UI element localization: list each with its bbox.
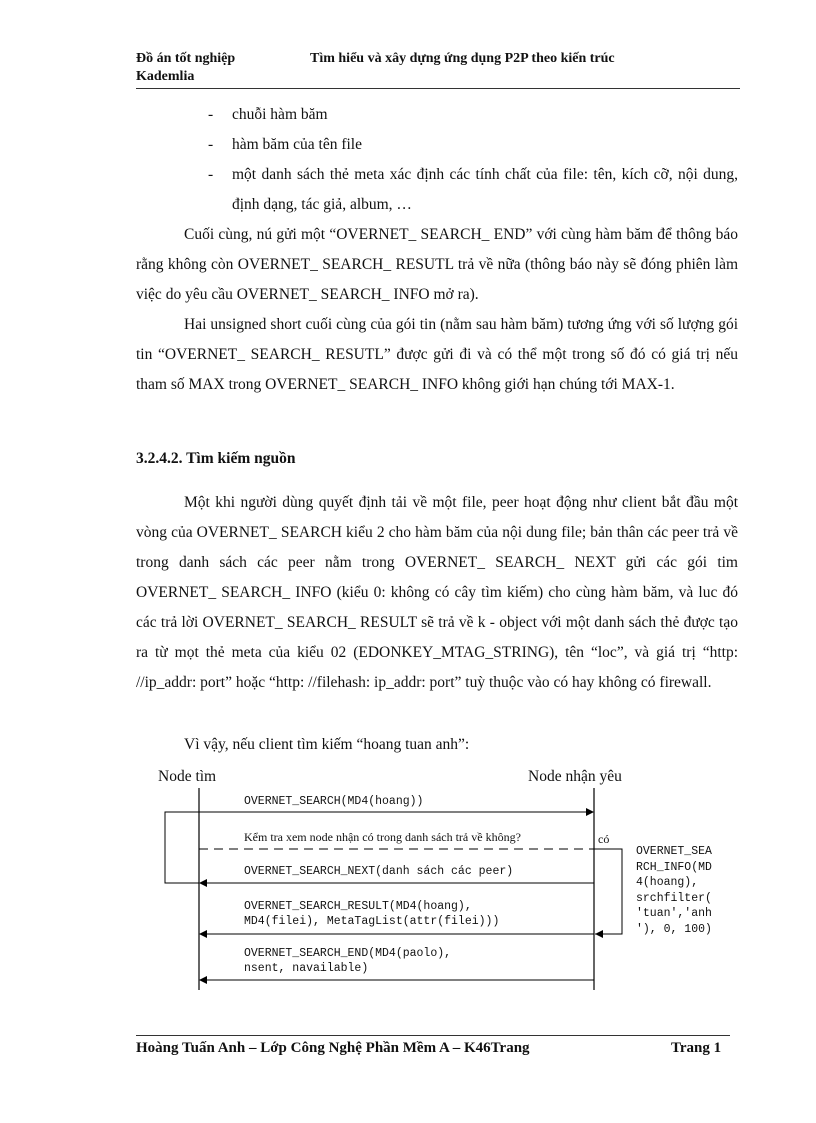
info-bracket: [594, 849, 622, 934]
msg-search-next: OVERNET_SEARCH_NEXT(danh sách các peer): [244, 865, 514, 878]
info-text-block: [636, 844, 712, 937]
msg-search-end-line2: nsent, navailable): [244, 962, 369, 975]
bullet-dash: -: [208, 136, 214, 153]
paragraph-end-message: Cuối cùng, nú gửi một “OVERNET_ SEARCH_ END” với cùng hàm băm để thông báo rằng không còn OVERNET_ SEARCH_ RESUTL trả về nữa (thông báo này sẽ đóng phiên làm việc do yêu cầu OVERNET_ SEARCH_ INFO mở ra).: [136, 226, 738, 303]
loop-bracket: [165, 812, 199, 883]
paragraph-unsigned-short: Hai unsigned short cuối cùng của gói tin (nằm sau hàm băm) tương ứng với số lượng gói tin “OVERNET_ SEARCH_ RESUTL” được gửi đi và có thể một trong số đó có giá trị nếu tham số MAX trong OVERNET_ SEARCH_ INFO không giới hạn chúng tới MAX-1.: [136, 316, 738, 393]
msg-search-end-line1: OVERNET_SEARCH_END(MD4(paolo),: [244, 947, 452, 960]
label-co: có: [598, 832, 610, 846]
footer-rule: [136, 1035, 730, 1036]
info-line: 4(hoang),: [636, 876, 699, 889]
info-line: OVERNET_SEA: [636, 845, 712, 858]
paragraph-example-intro: Vì vậy, nếu client tìm kiếm “hoang tuan anh”:: [184, 736, 470, 753]
right-node-label: Node nhận yêu: [528, 768, 622, 785]
bullet-text: hàm băm của tên file: [232, 136, 362, 153]
footer-author: Hoàng Tuấn Anh – Lớp Công Nghệ Phần Mềm A – K46Trang: [136, 1040, 530, 1056]
header-right-title: Tìm hiểu và xây dựng ứng dụng P2P theo kiến trúc: [310, 51, 615, 66]
bullet-dash: -: [208, 106, 214, 123]
info-line: srchfilter(: [636, 891, 712, 905]
header-second-line: Kademlia: [136, 69, 195, 84]
bullet-text: một danh sách thẻ meta xác định các tính chất của file: tên, kích cỡ, nội dung, định dạng, tác giả, album, …: [232, 166, 738, 213]
left-node-label: Node tìm: [158, 768, 217, 785]
msg-search-result-line2: MD4(filei), MetaTagList(attr(filei))): [244, 915, 500, 928]
section-heading: 3.2.4.2. Tìm kiếm nguồn: [136, 450, 296, 467]
info-line: 'tuan','anh: [636, 907, 712, 920]
info-line: '), 0, 100): [636, 922, 712, 936]
footer-page-number: Trang 1: [671, 1040, 722, 1056]
header-left-title: Đồ án tốt nghiệp: [136, 51, 236, 66]
msg-check: Kểm tra xem node nhận có trong danh sách trả về không?: [244, 830, 521, 844]
bullet-text: chuỗi hàm băm: [232, 106, 328, 123]
paragraph-source-search: Một khi người dùng quyết định tải về một file, peer hoạt động như client bắt đầu một vòng của OVERNET_ SEARCH kiểu 2 cho hàm băm của nội dung file; bản thân các peer trả về trong danh sách các peer nằm trong OVERNET_ SEARCH_ NEXT gửi các gói tim OVERNET_ SEARCH_ INFO (kiểu 0: không có cây tìm kiếm) cho cùng hàm băm, và luc đó các trả lời OVERNET_ SEARCH_ RESULT sẽ trả về k - object với một danh sách thẻ được tạo ra từ mọt thẻ meta của kiểu 02 (EDONKEY_MTAG_STRING), tên “loc”, và giá trị “http: //ip_addr: port” hoặc “http: //filehash: ip_addr: port” tuỳ thuộc vào có hay không có firewall.: [136, 494, 738, 691]
msg-search: OVERNET_SEARCH(MD4(hoang)): [244, 795, 424, 808]
msg-search-result-line1: OVERNET_SEARCH_RESULT(MD4(hoang),: [244, 900, 472, 913]
info-line: RCH_INFO(MD: [636, 860, 712, 874]
bullet-dash: -: [208, 166, 214, 183]
